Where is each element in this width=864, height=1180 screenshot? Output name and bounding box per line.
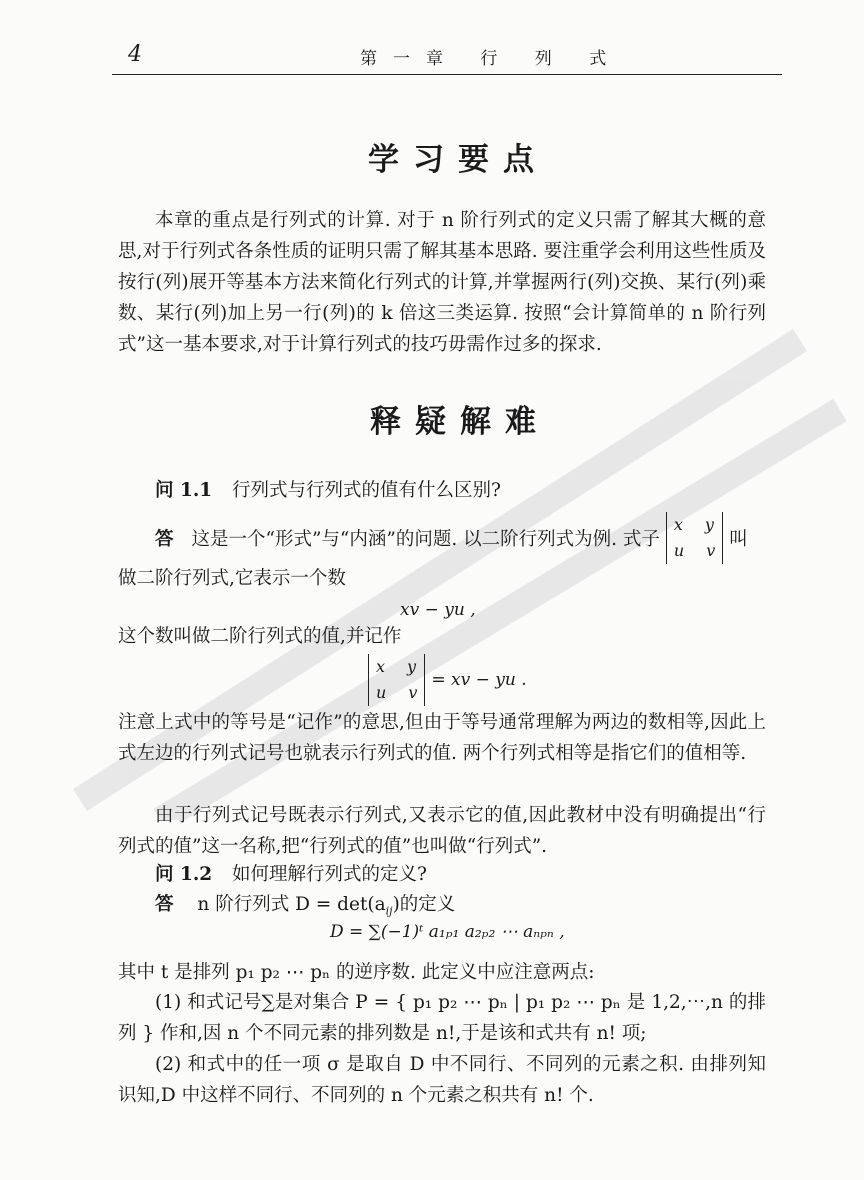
matrix-entry: x <box>673 515 683 534</box>
expression-xv-yu: xv − yu , <box>400 600 476 620</box>
answer-intro-end: 叫 <box>729 529 748 550</box>
conclusion-paragraph: 由于行列式记号既表示行列式,又表示它的值,因此教材中没有明确提出“行列式的值”这一名称,把“行列式的值”也叫做“行列式”. <box>118 805 766 857</box>
answer-intro-text: n 阶行列式 D = det(a <box>197 894 386 915</box>
inversion-number-line: 其中 t 是排列 p₁ p₂ ⋯ pₙ 的逆序数. 此定义中应注意两点: <box>118 962 595 983</box>
equation-rhs: = xv − yu . <box>431 670 527 690</box>
header-rule <box>112 74 782 75</box>
answer-1-2-intro <box>155 890 455 918</box>
matrix-entry: v <box>408 683 418 702</box>
point-2-paragraph: (2) 和式中的任一项 σ 是取自 D 中不同行、不同列的元素之积. 由排列知识知,D 中这样不同行、不同列的 n 个元素之积共有 n! 个. <box>118 1054 766 1106</box>
question-text: 如何理解行列式的定义? <box>232 864 427 885</box>
determinant-display <box>368 654 425 706</box>
study-points-paragraph: 本章的重点是行列式的计算. 对于 n 阶行列式的定义只需了解其大概的意思,对于行列式各条性质的证明只需了解其基本思路. 要注重学会利用这些性质及按行(列)展开等基本方法来简化行列式的计算,并掌握两行(列)交换、某行(列)乘数、某行(列)加上另一行(列)的 k 倍这三类运算. 按照“会计算简单的 n 阶行列式”这一基本要求,对于计算行列式的技巧毋需作过多的探求. <box>118 210 766 355</box>
answer-label: 答 <box>155 529 174 550</box>
determinant-inline <box>666 512 723 564</box>
answer-line-2: 做二阶行列式,它表示一个数 <box>118 568 346 589</box>
running-head: 第一章 行 列 式 <box>360 49 623 69</box>
answer-intro-text: 这是一个“形式”与“内涵”的问题. 以二阶行列式为例. 式子 <box>191 529 660 550</box>
answer-1-1-intro <box>155 512 748 564</box>
question-1-2 <box>155 860 427 886</box>
matrix-entry: u <box>673 541 685 560</box>
answer-intro-subscript: ij <box>385 904 393 918</box>
determinant-equation <box>368 654 527 706</box>
matrix-entry: y <box>704 515 714 534</box>
heading-faq: 释疑解难 <box>370 404 550 440</box>
answer-line-3: 这个数叫做二阶行列式的值,并记作 <box>118 626 402 647</box>
point-1-paragraph: (1) 和式记号∑是对集合 P = { p₁ p₂ ⋯ pₙ | p₁ p₂ ⋯ pₙ 是 1,2,⋯,n 的排列 } 作和,因 n 个不同元素的排列数是 n!,于是该和式共有 n! 项; <box>118 992 766 1044</box>
page-number: 4 <box>128 42 142 67</box>
matrix-entry: v <box>706 541 716 560</box>
question-label: 问 1.2 <box>155 864 213 885</box>
question-label: 问 1.1 <box>155 480 213 501</box>
determinant-definition-formula: D = ∑(−1)ᵗ a₁ₚ₁ a₂ₚ₂ ⋯ aₙₚₙ , <box>330 922 565 942</box>
note-paragraph: 注意上式中的等号是“记作”的意思,但由于等号通常理解为两边的数相等,因此上式左边的行列式记号也就表示行列式的值. 两个行列式相等是指它们的值相等. <box>118 712 766 764</box>
question-1-1 <box>155 476 501 502</box>
matrix-entry: y <box>407 657 417 676</box>
matrix-entry: x <box>376 657 386 676</box>
answer-label: 答 <box>155 894 174 915</box>
heading-study-points: 学习要点 <box>368 142 548 178</box>
question-text: 行列式与行列式的值有什么区别? <box>232 480 501 501</box>
matrix-entry: u <box>376 683 387 702</box>
answer-intro-end: )的定义 <box>392 894 456 915</box>
